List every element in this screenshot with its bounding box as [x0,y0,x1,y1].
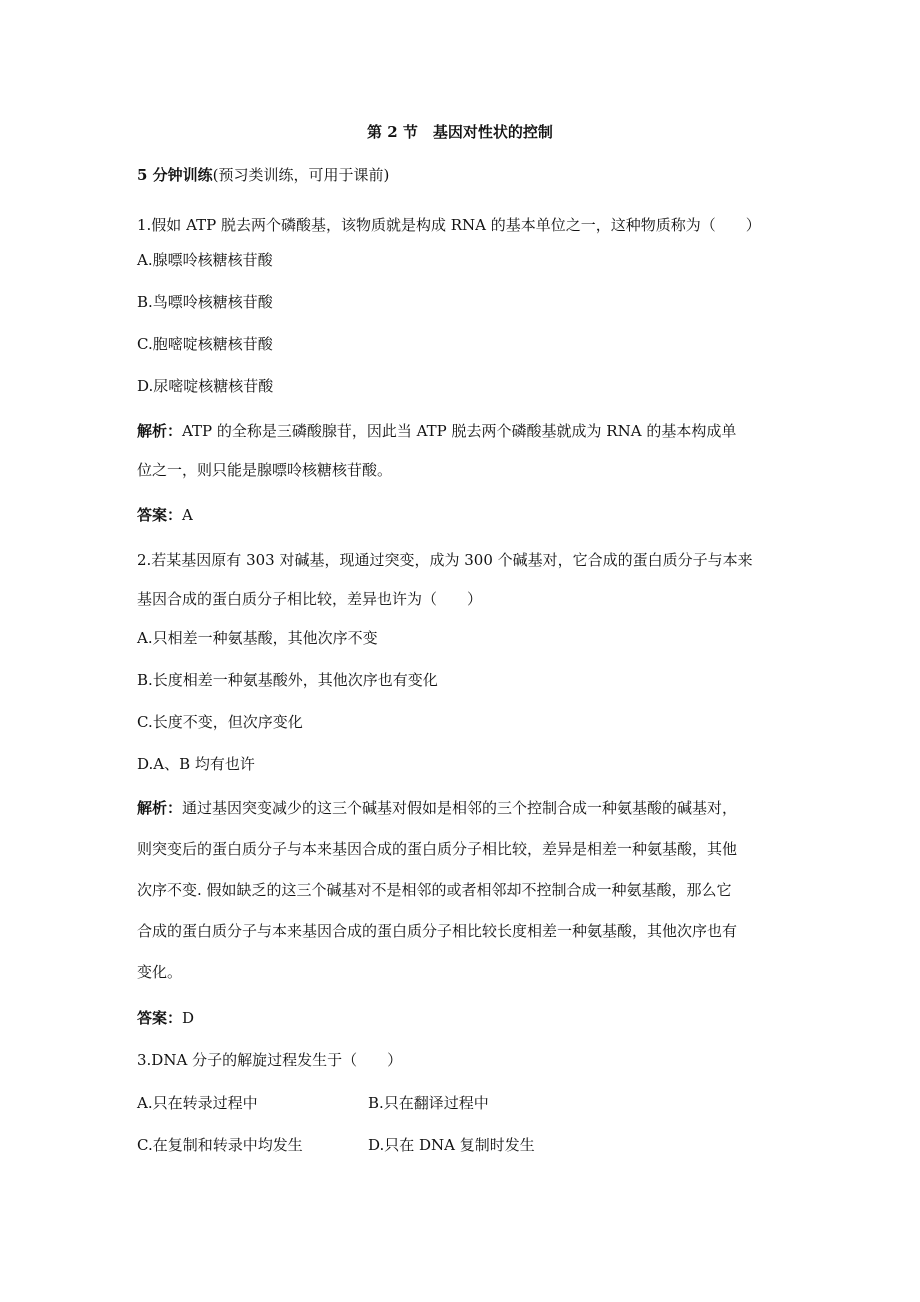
q1-analysis-label: 解析： [137,422,183,440]
q2-analysis-line-1 [137,798,787,818]
q3-stem: 3.DNA 分子的解旋过程发生于（ ） [137,1051,403,1069]
q2-answer [137,1008,787,1028]
q3-option-a: A.只在转录过程中 [137,1094,258,1112]
q2-analysis-line-4: 合成的蛋白质分子与本来基因合成的蛋白质分子相比较长度相差一种氨基酸，其他次序也有 [137,922,738,940]
q1-analysis-text-1: ATP 的全称是三磷酸腺苷，因此当 ATP 脱去两个磷酸基就成为 RNA 的基本构成单 [182,422,737,440]
section-heading: 5 分钟训练 [137,166,213,184]
q3-option-d: D.只在 DNA 复制时发生 [368,1136,535,1154]
q2-analysis-line-3: 次序不变. 假如缺乏的这三个碱基对不是相邻的或者相邻却不控制合成一种氨基酸，那么它 [137,881,732,899]
q1-answer-label: 答案： [137,506,183,524]
q3-options-row-2 [137,1135,787,1155]
q2-option-c: C.长度不变，但次序变化 [137,713,303,731]
q1-option-b: B.鸟嘌呤核糖核苷酸 [137,293,273,311]
q2-answer-label: 答案： [137,1009,183,1027]
q1-analysis-line-1 [137,421,787,441]
q3-option-b: B.只在翻译过程中 [368,1094,489,1112]
q2-analysis-line-5: 变化。 [137,963,183,981]
q1-answer [137,505,787,525]
q1-option-a: A.腺嘌呤核糖核苷酸 [137,251,273,269]
section-heading-line [137,165,787,185]
q2-answer-value: D [182,1009,195,1027]
q1-analysis-line-2: 位之一，则只能是腺嘌呤核糖核苷酸。 [137,461,393,479]
q2-option-d: D.A、B 均有也许 [137,755,255,773]
q1-option-c: C.胞嘧啶核糖核苷酸 [137,335,273,353]
section-note: (预习类训练，可用于课前) [212,166,390,184]
q2-stem-line-1: 2.若某基因原有 303 对碱基，现通过突变，成为 300 个碱基对，它合成的蛋白质分子与本来 [137,551,753,569]
page-title: 第 2 节 基因对性状的控制 [367,123,553,141]
q2-stem-line-2: 基因合成的蛋白质分子相比较，差异也许为（ ） [137,590,483,608]
q2-analysis-label: 解析： [137,799,183,817]
q1-stem: 1.假如 ATP 脱去两个磷酸基，该物质就是构成 RNA 的基本单位之一，这种物质称为（ ） [137,216,761,234]
q2-option-a: A.只相差一种氨基酸，其他次序不变 [137,629,378,647]
q3-option-c: C.在复制和转录中均发生 [137,1136,303,1154]
q1-answer-value: A [182,506,193,524]
q1-option-d: D.尿嘧啶核糖核苷酸 [137,377,274,395]
q2-option-b: B.长度相差一种氨基酸外，其他次序也有变化 [137,671,438,689]
q2-analysis-text-1: 通过基因突变减少的这三个碱基对假如是相邻的三个控制合成一种氨基酸的碱基对， [182,799,738,817]
q3-options-row-1 [137,1093,787,1113]
q2-analysis-line-2: 则突变后的蛋白质分子与本来基因合成的蛋白质分子相比较，差异是相差一种氨基酸，其他 [137,840,738,858]
